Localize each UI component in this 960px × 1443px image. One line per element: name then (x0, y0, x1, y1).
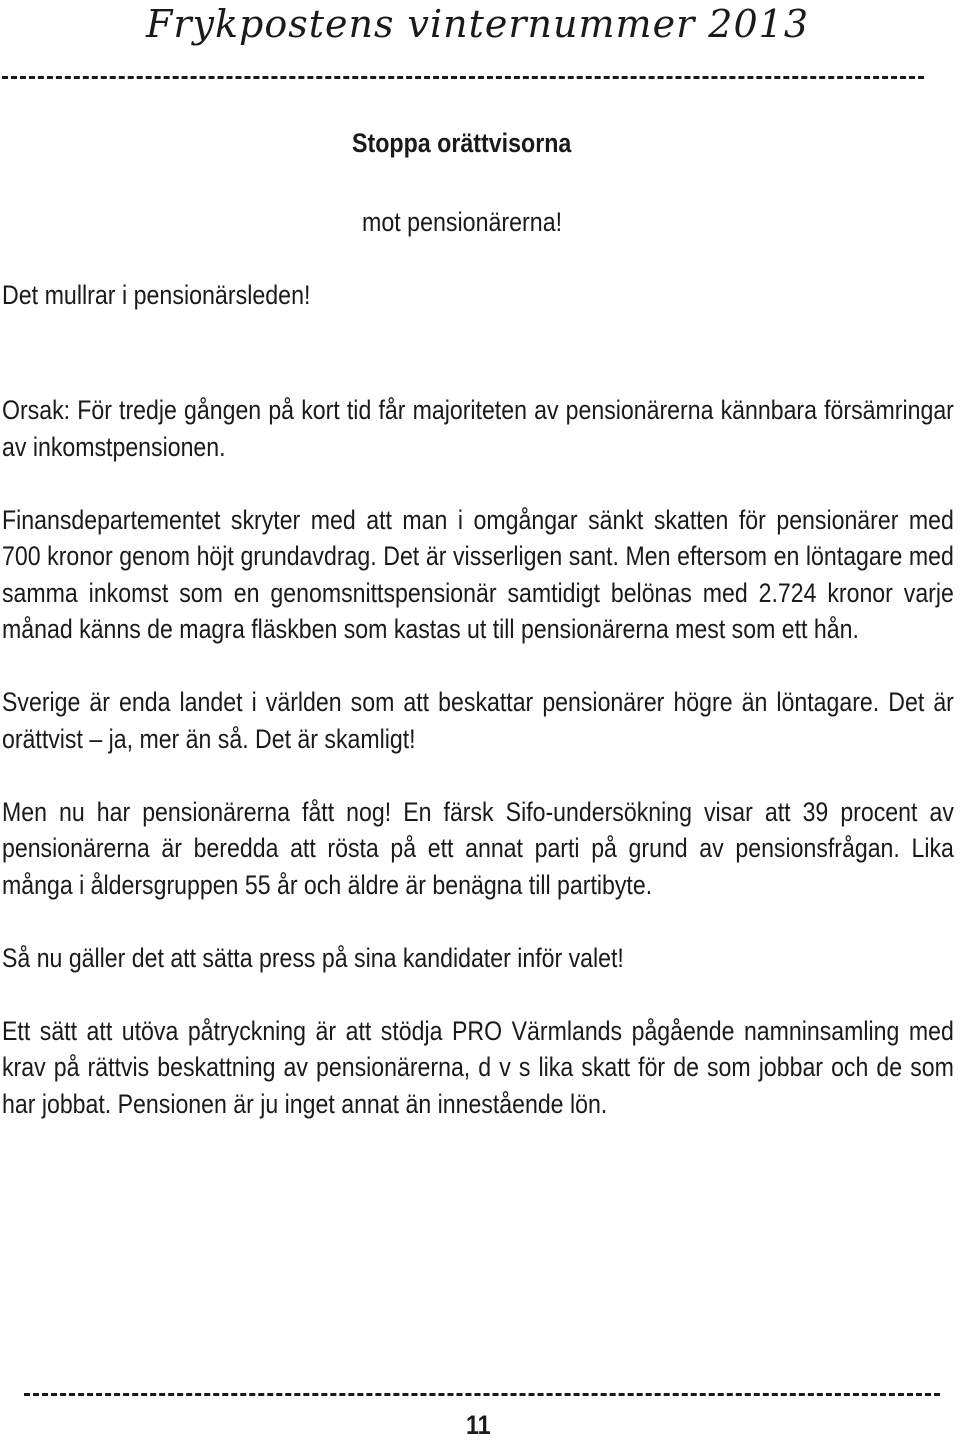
article-paragraph: Men nu har pensionärerna fått nog! En färsk Sifo-undersökning visar att 39 procent av pensionärerna är beredda att rösta på ett annat parti på grund av pensionsfrågan. Lika många i åldersgruppen 55 år och äldre är benägna till partibyte. (2, 796, 954, 900)
article-headline: Stoppa orättvisorna (352, 128, 572, 158)
article-paragraph: Finansdepartementet skryter med att man i omgångar sänkt skatten för pensionärer med 700 kronor genom höjt grundavdrag. Det är visserligen sant. Men eftersom en löntagare med samma inkomst som en genomsnittspensionär samtidigt belönas med 2.724 kronor varje månad känns de magra fläskben som kastas ut till pensionärerna mest som ett hån. (2, 504, 954, 644)
masthead-divider (2, 76, 924, 79)
newsletter-masthead: Frykpostens vinternummer 2013 (146, 2, 810, 46)
article-subheadline: mot pensionärerna! (362, 207, 563, 237)
article-paragraph: Orsak: För tredje gången på kort tid får majoriteten av pensionärerna kännbara försämringar av inkomstpensionen. (2, 395, 954, 462)
article-paragraph: Så nu gäller det att sätta press på sina kandidater inför valet! (2, 942, 624, 973)
article-paragraph: Sverige är enda landet i världen som att beskattar pensionärer högre än löntagare. Det är orättvist – ja, mer än så. Det är skamligt! (2, 687, 954, 754)
footer-divider (24, 1393, 940, 1396)
page-number: 11 (466, 1410, 491, 1440)
article-body (2, 392, 954, 1159)
article-paragraph: Ett sätt att utöva påtryckning är att stödja PRO Värmlands pågående namninsamling med krav på rättvis beskattning av pensionärerna, d v s lika skatt för de som jobbar och de som har jobbat. Pensionen är ju inget annat än innestående lön. (2, 1015, 954, 1119)
article-lead: Det mullrar i pensionärsleden! (2, 280, 311, 310)
